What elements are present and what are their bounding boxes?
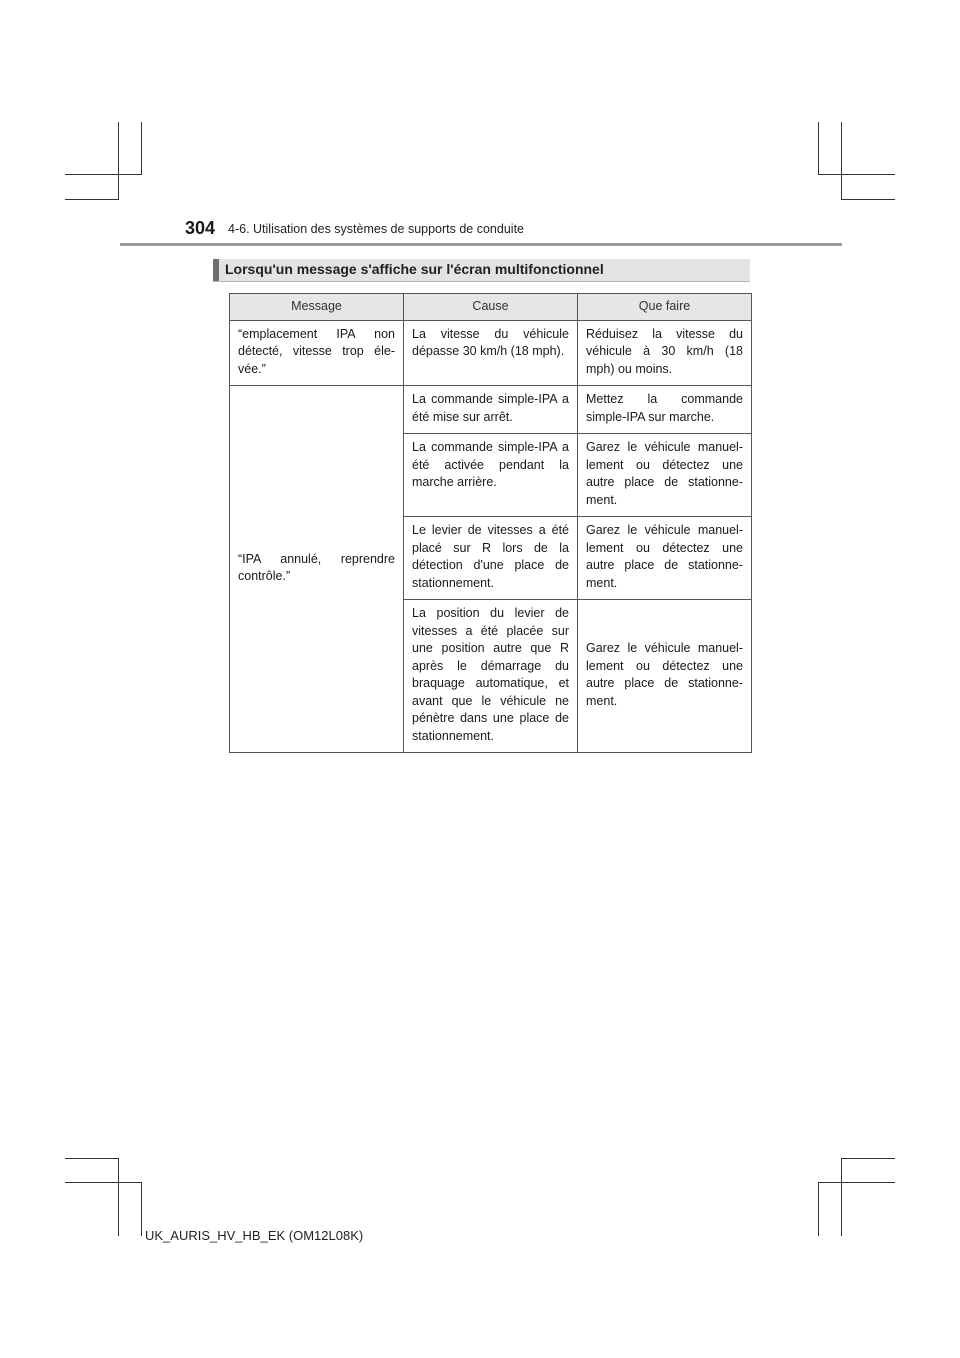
action-cell: Réduisez la vitesse du véhicule à 30 km/h (18 mph) ou moins.: [578, 320, 752, 386]
crop-mark: [141, 1182, 142, 1236]
document-code: UK_AURIS_HV_HB_EK (OM12L08K): [145, 1228, 364, 1243]
crop-mark: [841, 1158, 842, 1236]
column-header-cause: Cause: [404, 294, 578, 321]
crop-mark: [65, 174, 142, 175]
cause-cell: Le levier de vitesses a été placé sur R lors de la détection d'une place de stationnement.: [404, 517, 578, 600]
crop-mark: [841, 1158, 895, 1159]
crop-mark: [118, 1158, 119, 1236]
action-cell: Garez le véhicule manuel-lement ou détectez une autre place de stationne-ment.: [578, 600, 752, 753]
crop-mark: [118, 122, 119, 200]
cause-cell: La commande simple-IPA a été mise sur arrêt.: [404, 386, 578, 434]
section-title: Lorsqu'un message s'affiche sur l'écran multifonctionnel: [225, 261, 604, 277]
action-cell: Garez le véhicule manuel-lement ou détectez une autre place de stationne-ment.: [578, 517, 752, 600]
message-cell: “emplacement IPA non détecté, vitesse trop éle-vée.”: [230, 320, 404, 386]
crop-mark: [841, 122, 842, 200]
table-header-row: [230, 294, 752, 321]
table-row: [230, 386, 752, 434]
column-header-message: Message: [230, 294, 404, 321]
crop-mark: [141, 122, 142, 174]
crop-mark: [818, 1182, 895, 1183]
crop-mark: [65, 1158, 119, 1159]
cause-cell: La commande simple-IPA a été activée pendant la marche arrière.: [404, 434, 578, 517]
page-number: 304: [185, 218, 216, 238]
crop-mark: [818, 174, 895, 175]
crop-mark: [841, 199, 895, 200]
message-cell: “IPA annulé, reprendre contrôle.”: [230, 386, 404, 753]
column-header-action: Que faire: [578, 294, 752, 321]
chapter-title: 4-6. Utilisation des systèmes de supports de conduite: [228, 222, 524, 236]
message-table: [229, 293, 752, 753]
crop-mark: [818, 122, 819, 174]
section-accent: [213, 259, 219, 281]
crop-mark: [65, 199, 119, 200]
cause-cell: La vitesse du véhicule dépasse 30 km/h (18 mph).: [404, 320, 578, 386]
table-row: [230, 320, 752, 386]
header-divider: [120, 243, 842, 246]
action-cell: Garez le véhicule manuel-lement ou détectez une autre place de stationne-ment.: [578, 434, 752, 517]
crop-mark: [818, 1182, 819, 1236]
crop-mark: [65, 1182, 142, 1183]
action-cell: Mettez la commande simple-IPA sur marche.: [578, 386, 752, 434]
section-heading: [213, 259, 750, 282]
cause-cell: La position du levier de vitesses a été placée sur une position autre que R après le démarrage du braquage automatique, et avant que le véhicule ne pénètre dans une place de stationnement.: [404, 600, 578, 753]
